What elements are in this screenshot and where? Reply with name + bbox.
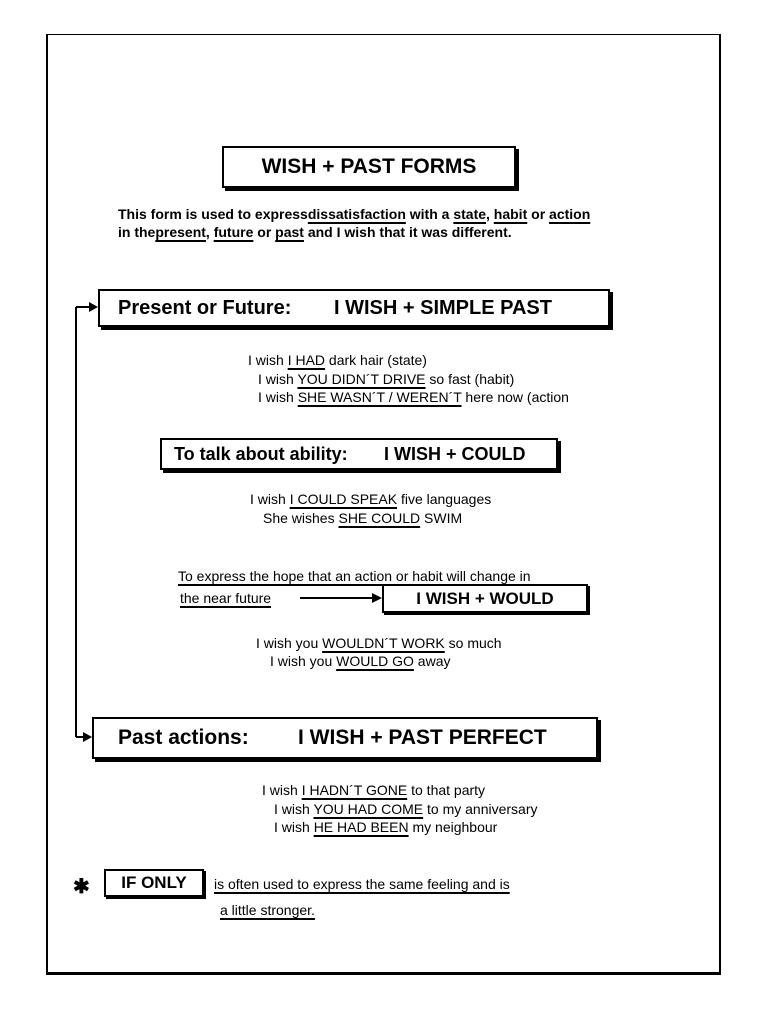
intro-text: , [486, 206, 494, 222]
example-text: I wish you [256, 635, 323, 651]
example-line [248, 352, 427, 368]
present-future-label: Present or Future: [118, 297, 292, 319]
example-line [250, 491, 491, 507]
intro-keyword: state [453, 206, 487, 222]
intro-text: with a [405, 206, 454, 222]
ability-heading-box [160, 438, 558, 470]
past-actions-label: Past actions: [118, 726, 249, 749]
intro-text: and I wish that it was different. [303, 224, 512, 240]
title-box [222, 146, 516, 188]
example-text: five languages [397, 491, 492, 507]
example-line [270, 653, 451, 669]
example-key: YOU DIDN´T DRIVE [297, 371, 426, 387]
example-text: to that party [407, 782, 486, 798]
ability-formula: I WISH + COULD [384, 444, 526, 464]
example-line [262, 782, 485, 798]
example-key: I HAD [287, 352, 326, 368]
example-key: WOULD GO [336, 653, 414, 669]
asterisk-icon: ✱ [73, 876, 90, 898]
example-text: I wish [258, 389, 298, 405]
if-only-label: IF ONLY [121, 873, 187, 892]
example-line [274, 819, 497, 835]
intro-text: or [253, 224, 276, 240]
example-key: SHE COULD [338, 510, 421, 526]
example-key: YOU HAD COME [313, 801, 424, 817]
example-text: I wish [274, 819, 314, 835]
example-line [258, 371, 514, 387]
intro-keyword: action [549, 206, 591, 222]
example-line [258, 389, 569, 405]
present-future-heading-box [98, 289, 610, 327]
intro-line-2 [118, 224, 512, 240]
example-line [274, 801, 538, 817]
hope-description-line-1: To express the hope that an action or habit will change in [178, 568, 531, 584]
example-text: so fast (habit) [425, 371, 515, 387]
example-line [263, 510, 462, 526]
page-title: WISH + PAST FORMS [261, 155, 477, 178]
example-key: WOULDN´T WORK [322, 635, 445, 651]
if-only-description-line-2: a little stronger. [220, 902, 315, 918]
past-actions-heading-box [92, 717, 598, 759]
example-text: so much [444, 635, 502, 651]
intro-keyword: habit [493, 206, 528, 222]
if-only-box [104, 869, 204, 897]
intro-keyword: future [213, 224, 254, 240]
example-key: I COULD SPEAK [289, 491, 398, 507]
example-text: here now (action [461, 389, 569, 405]
hope-heading-box [382, 584, 588, 613]
intro-text: This form is used to express [118, 206, 308, 222]
example-key: I HADN´T GONE [301, 782, 408, 798]
example-text: my neighbour [408, 819, 498, 835]
example-text: to my anniversary [423, 801, 538, 817]
intro-keyword: present [155, 224, 206, 240]
example-line [256, 635, 502, 651]
if-only-description-line-1: is often used to express the same feeling and is [214, 876, 510, 892]
example-key: HE HAD BEEN [313, 819, 409, 835]
example-text: She wishes [263, 510, 339, 526]
intro-text: , [205, 224, 214, 240]
example-text: I wish you [270, 653, 337, 669]
example-text: I wish [258, 371, 298, 387]
example-text: I wish [248, 352, 288, 368]
past-actions-formula: I WISH + PAST PERFECT [298, 726, 547, 749]
intro-keyword: past [275, 224, 304, 240]
intro-line-1 [118, 206, 590, 222]
present-future-formula: I WISH + SIMPLE PAST [334, 297, 552, 319]
example-text: I wish [274, 801, 314, 817]
intro-text: or [527, 206, 550, 222]
hope-formula: I WISH + WOULD [416, 589, 554, 608]
example-text: dark hair (state) [325, 352, 427, 368]
example-key: SHE WASN´T / WEREN´T [297, 389, 462, 405]
intro-text: in the [118, 224, 156, 240]
ability-label: To talk about ability: [174, 444, 348, 464]
example-text: I wish [262, 782, 302, 798]
example-text: away [413, 653, 451, 669]
intro-keyword: dissatisfaction [307, 206, 406, 222]
example-text: I wish [250, 491, 290, 507]
example-text: SWIM [420, 510, 463, 526]
hope-description-line-2: the near future [180, 590, 272, 606]
